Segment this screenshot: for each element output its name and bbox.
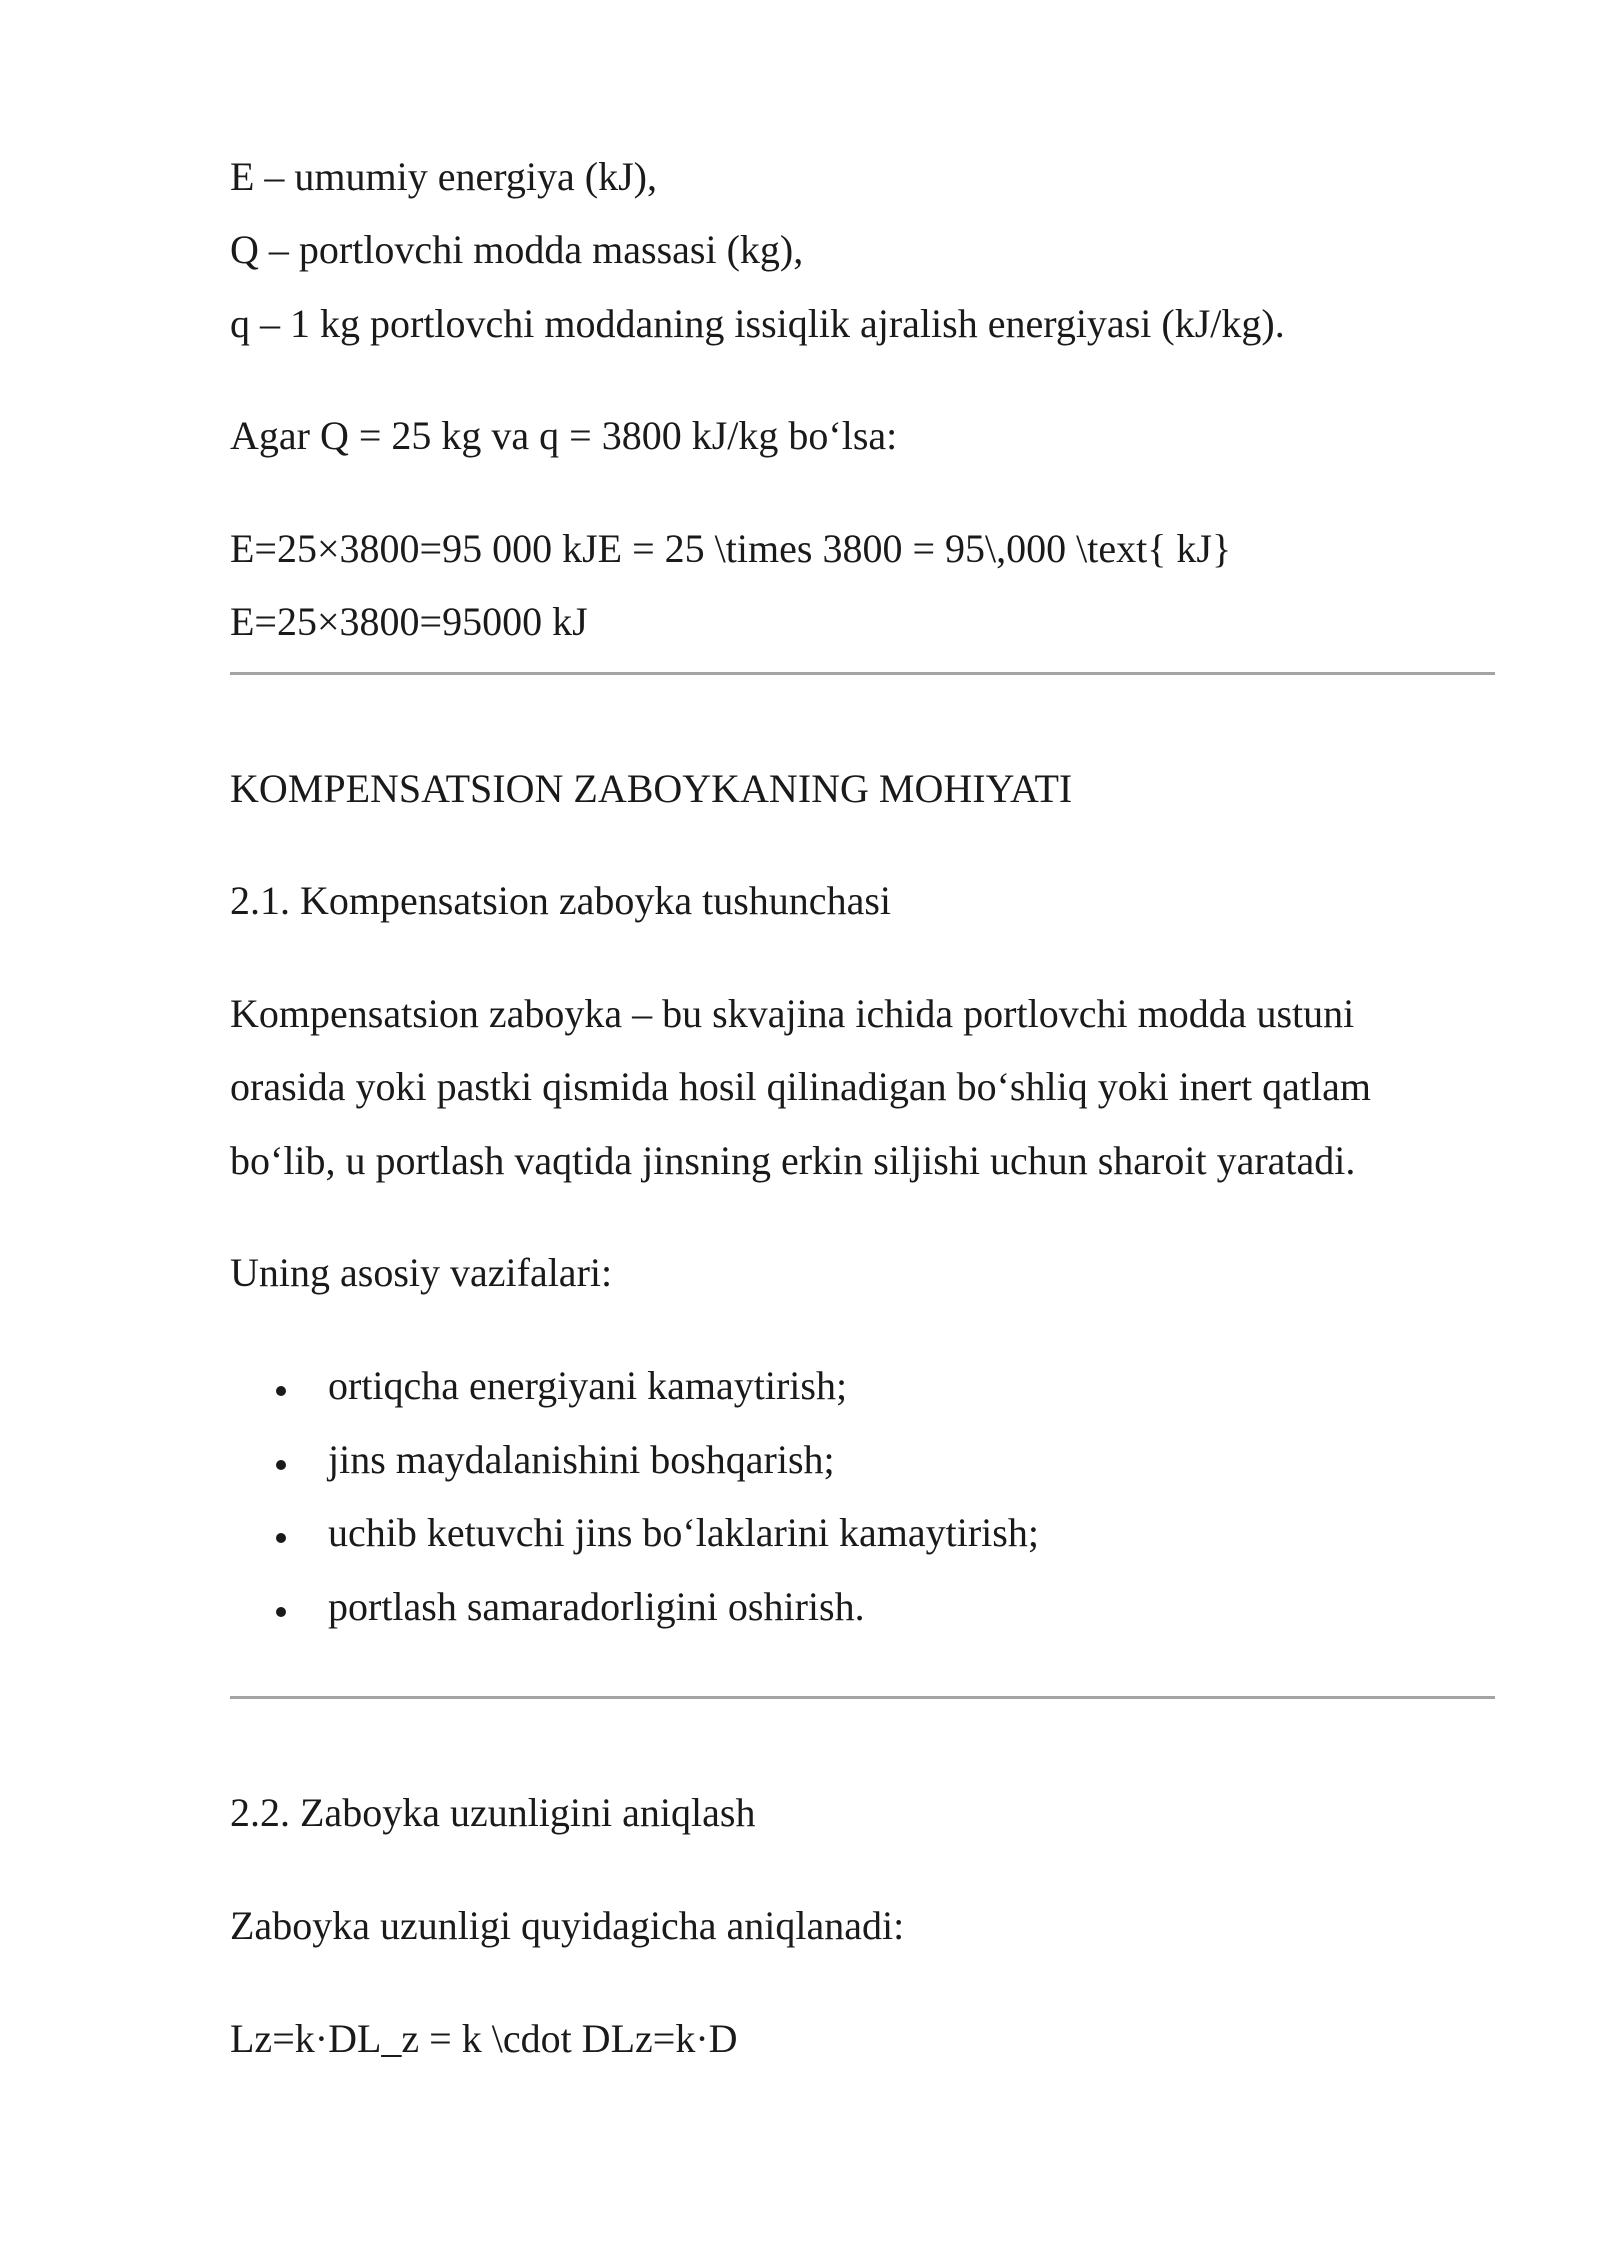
definition-q-energy: q – 1 kg portlovchi moddaning issiqlik ajralish energiyasi (kJ/kg).: [230, 301, 1285, 346]
section-title: KOMPENSATSION ZABOYKANING MOHIYATI: [230, 766, 1073, 811]
bullet-icon: [276, 1386, 286, 1396]
energy-formula-line-2: E=25×3800=95000 kJ: [230, 599, 588, 644]
energy-formula-line-1: E=25×3800=95 000 kJE = 25 \times 3800 = 95\,000 \text{ kJ}: [230, 526, 1232, 571]
document-page: [230, 0, 1495, 2262]
paragraph-line-2: orasida yoki pastki qismida hosil qilinadigan bo‘shliq yoki inert qatlam: [230, 1064, 1371, 1109]
list-item-text: jins maydalanishini boshqarish;: [328, 1437, 835, 1482]
subsection-heading: 2.2. Zaboyka uzunligini aniqlash: [230, 1790, 756, 1835]
definition-q-mass: Q – portlovchi modda massasi (kg),: [230, 227, 804, 272]
paragraph-line-3: bo‘lib, u portlash vaqtida jinsning erkin siljishi uchun sharoit yaratadi.: [230, 1138, 1356, 1183]
list-item-text: portlash samaradorligini oshirish.: [328, 1584, 865, 1629]
definition-e: E – umumiy energiya (kJ),: [230, 154, 657, 199]
horizontal-divider: [230, 1696, 1495, 1699]
tasks-intro: Uning asosiy vazifalari:: [230, 1250, 613, 1295]
length-intro: Zaboyka uzunligi quyidagicha aniqlanadi:: [230, 1903, 905, 1948]
horizontal-divider: [230, 672, 1495, 675]
length-formula: Lz=k·DL_z = k \cdot DLz=k·D: [230, 2016, 738, 2061]
list-item-text: uchib ketuvchi jins bo‘laklarini kamaytirish;: [328, 1510, 1039, 1555]
list-item-text: ortiqcha energiyani kamaytirish;: [328, 1363, 848, 1408]
bullet-icon: [276, 1460, 286, 1470]
paragraph-line-1: Kompensatsion zaboyka – bu skvajina ichida portlovchi modda ustuni: [230, 991, 1355, 1036]
bullet-icon: [276, 1607, 286, 1617]
bullet-icon: [276, 1533, 286, 1543]
subsection-heading: 2.1. Kompensatsion zaboyka tushunchasi: [230, 878, 891, 923]
condition-text: Agar Q = 25 kg va q = 3800 kJ/kg bo‘lsa:: [230, 413, 898, 458]
